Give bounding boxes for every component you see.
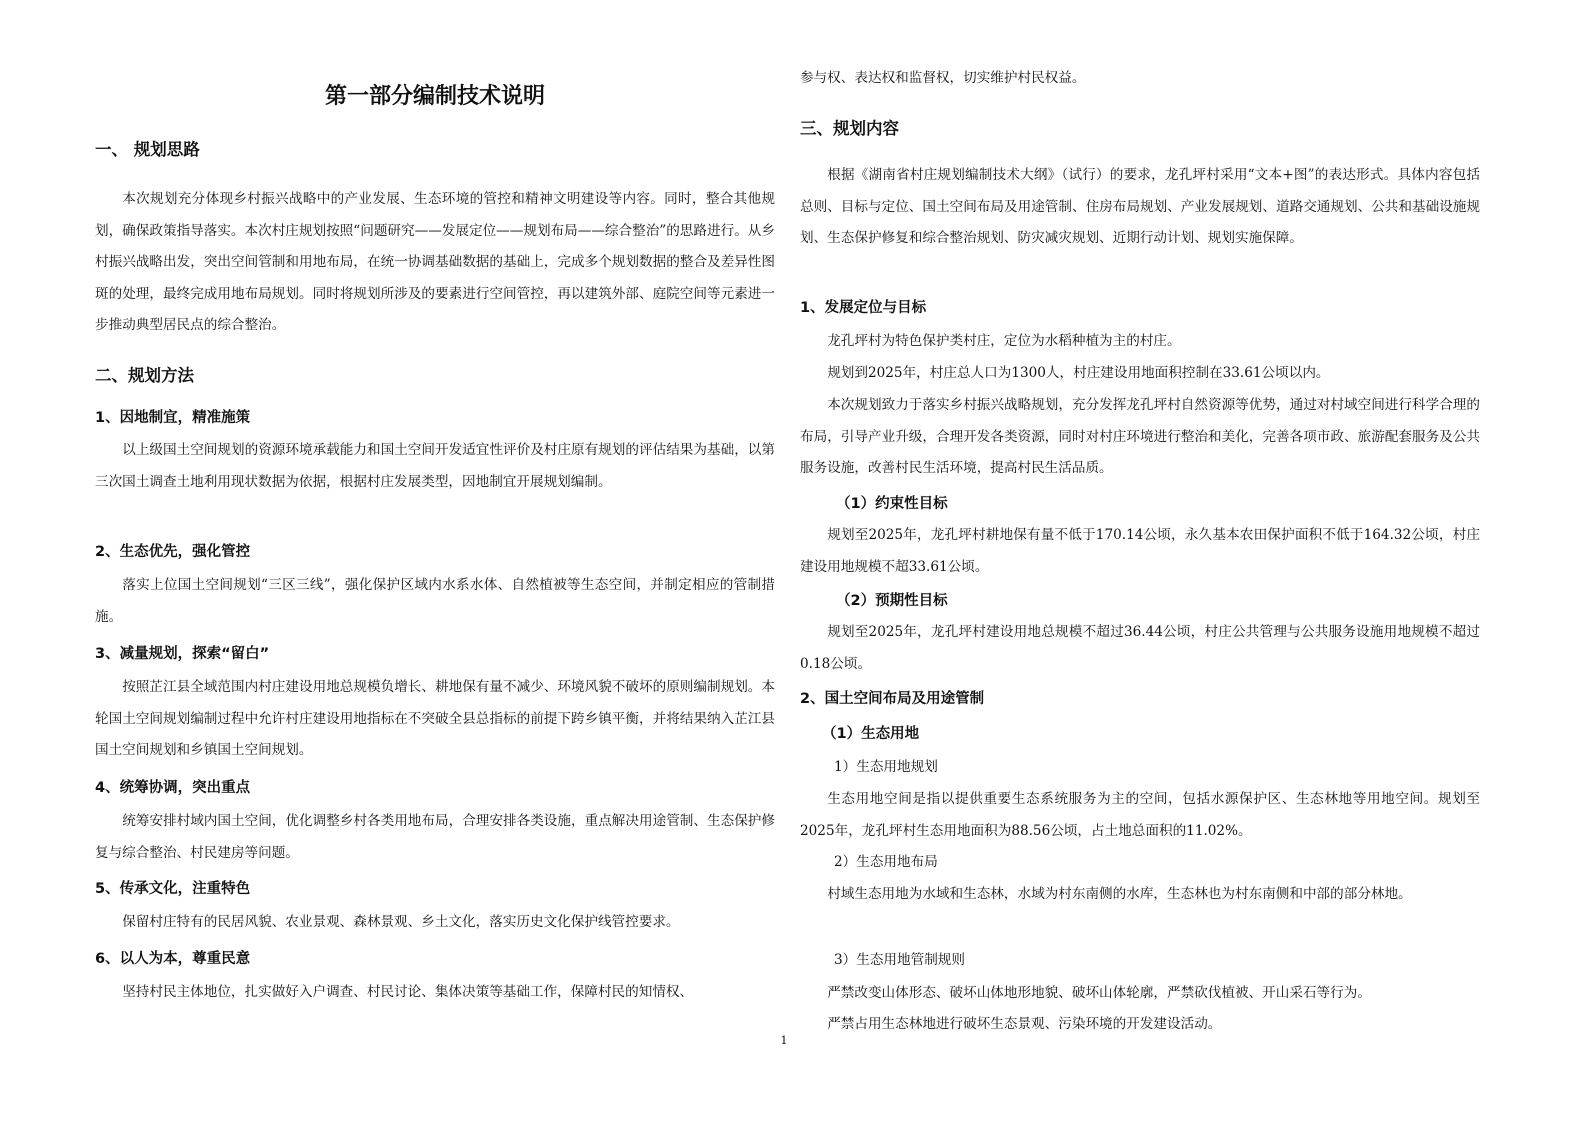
ecological-land-layout-item: 2）生态用地布局 bbox=[834, 854, 938, 870]
method-heading-3: 3、减量规划，探索“留白” bbox=[95, 646, 270, 662]
paragraph-planning-content: 根据《湖南省村庄规划编制技术大纲》（试行）的要求，龙孔坪村采用“文本+图”的表达形式。具体内容包括总则、目标与定位、国土空间布局及用途管制、住房布局规划、产业发展规划、道路交通规划、公共和基础设施规划、生态保护修复和综合整治规划、防灾减灾规划、近期行动计划、规划实施保障。 bbox=[800, 167, 1480, 246]
method-heading-6: 6、以人为本，尊重民意 bbox=[95, 951, 251, 967]
document-title: 第一部分编制技术说明 bbox=[324, 84, 545, 109]
section-heading-planning-methods: 二、规划方法 bbox=[95, 366, 194, 385]
method-heading-2: 2、生态优先，强化管控 bbox=[95, 544, 251, 560]
method-heading-1: 1、因地制宜，精准施策 bbox=[95, 410, 251, 426]
ecological-rule-paragraph-2: 严禁占用生态林地进行破坏生态景观、污染环境的开发建设活动。 bbox=[827, 1016, 1222, 1032]
binding-target-paragraph: 规划至2025年，龙孔坪村耕地保有量不低于170.14公顷，永久基本农田保护面积不低于164.32公顷，村庄建设用地规模不超33.61公顷。 bbox=[800, 527, 1480, 575]
binding-target-heading: （1）约束性目标 bbox=[836, 496, 948, 512]
ecological-land-planning-paragraph: 生态用地空间是指以提供重要生态系统服务为主的空间，包括水源保护区、生态林地等用地空间。规划至2025年，龙孔坪村生态用地面积为88.56公顷，占土地总面积的11.02%。 bbox=[800, 791, 1480, 839]
method-paragraph-1: 以上级国土空间规划的资源环境承载能力和国土空间开发适宜性评价及村庄原有规划的评估结果为基础，以第三次国土调查土地利用现状数据为依据，根据村庄发展类型，因地制宜开展规划编制。 bbox=[95, 442, 775, 490]
ecological-land-layout-paragraph: 村域生态用地为水域和生态林，水域为村东南侧的水库，生态林也为村东南侧和中部的部分林地。 bbox=[827, 886, 1412, 902]
ecological-rule-paragraph-1: 严禁改变山体形态、破坏山体地形地貌、破坏山体轮廓，严禁砍伐植被、开山采石等行为。 bbox=[827, 985, 1371, 1001]
method-paragraph-3: 按照芷江县全域范围内村庄建设用地总规模负增长、耕地保有量不减少、环境风貌不破坏的原则编制规划。本轮国土空间规划编制过程中允许村庄建设用地指标在不突破全县总指标的前提下跨乡镇平衡，并将结果纳入芷江县国土空间规划和乡镇国土空间规划。 bbox=[95, 679, 775, 758]
ecological-land-planning-item: 1）生态用地规划 bbox=[834, 759, 938, 775]
method-heading-4: 4、统筹协调，突出重点 bbox=[95, 780, 251, 796]
method-paragraph-5: 保留村庄特有的民居风貌、农业景观、森林景观、乡土文化，落实历史文化保护线管控要求。 bbox=[122, 914, 680, 930]
method-heading-5: 5、传承文化，注重特色 bbox=[95, 881, 251, 897]
population-paragraph: 规划到2025年，村庄总人口为1300人，村庄建设用地面积控制在33.61公顷以内。 bbox=[827, 365, 1330, 381]
method-paragraph-4: 统筹安排村域内国土空间，优化调整乡村各类用地布局，合理安排各类设施，重点解决用途管制、生态保护修复与综合整治、村民建房等问题。 bbox=[95, 813, 775, 861]
method-paragraph-2: 落实上位国土空间规划“三区三线”，强化保护区域内水系水体、自然植被等生态空间，并制定相应的管制措施。 bbox=[95, 577, 775, 625]
content-heading-1: 1、发展定位与目标 bbox=[800, 300, 927, 316]
ecological-land-heading: （1）生态用地 bbox=[822, 726, 920, 742]
content-heading-2: 2、国土空间布局及用途管制 bbox=[800, 691, 985, 707]
method-paragraph-6: 坚持村民主体地位，扎实做好入户调查、村民讨论、集体决策等基础工作，保障村民的知情权、 bbox=[122, 984, 694, 1000]
ecological-land-rules-item: 3）生态用地管制规则 bbox=[834, 952, 965, 968]
positioning-paragraph: 龙孔坪村为特色保护类村庄，定位为水稻种植为主的村庄。 bbox=[827, 333, 1181, 349]
expected-target-paragraph: 规划至2025年，龙孔坪村建设用地总规模不超过36.44公顷，村庄公共管理与公共服务设施用地规模不超过0.18公顷。 bbox=[800, 624, 1480, 672]
page-number: 1 bbox=[780, 1034, 788, 1047]
section-heading-planning-content: 三、规划内容 bbox=[800, 119, 899, 138]
expected-target-heading: （2）预期性目标 bbox=[836, 593, 948, 609]
continued-paragraph: 参与权、表达权和监督权，切实维护村民权益。 bbox=[800, 70, 1086, 86]
paragraph-planning-approach: 本次规划充分体现乡村振兴战略中的产业发展、生态环境的管控和精神文明建设等内容。同时，整合其他规划，确保政策指导落实。本次村庄规划按照“问题研究——发展定位——规划布局——综合整治”的思路进行。从乡村振兴战略出发，突出空间管制和用地布局，在统一协调基础数据的基础上，完成多个规划数据的整合及差异性图斑的处理，最终完成用地布局规划。同时将规划所涉及的要素进行空间管控，再以建筑外部、庭院空间等元素进一步推动典型居民点的综合整治。 bbox=[95, 191, 775, 333]
strategy-paragraph: 本次规划致力于落实乡村振兴战略规划，充分发挥龙孔坪村自然资源等优势，通过对村域空间进行科学合理的布局，引导产业升级，合理开发各类资源，同时对村庄环境进行整治和美化，完善各项市政、旅游配套服务及公共服务设施，改善村民生活环境，提高村民生活品质。 bbox=[800, 397, 1480, 476]
section-heading-planning-approach: 一、 规划思路 bbox=[95, 140, 200, 159]
